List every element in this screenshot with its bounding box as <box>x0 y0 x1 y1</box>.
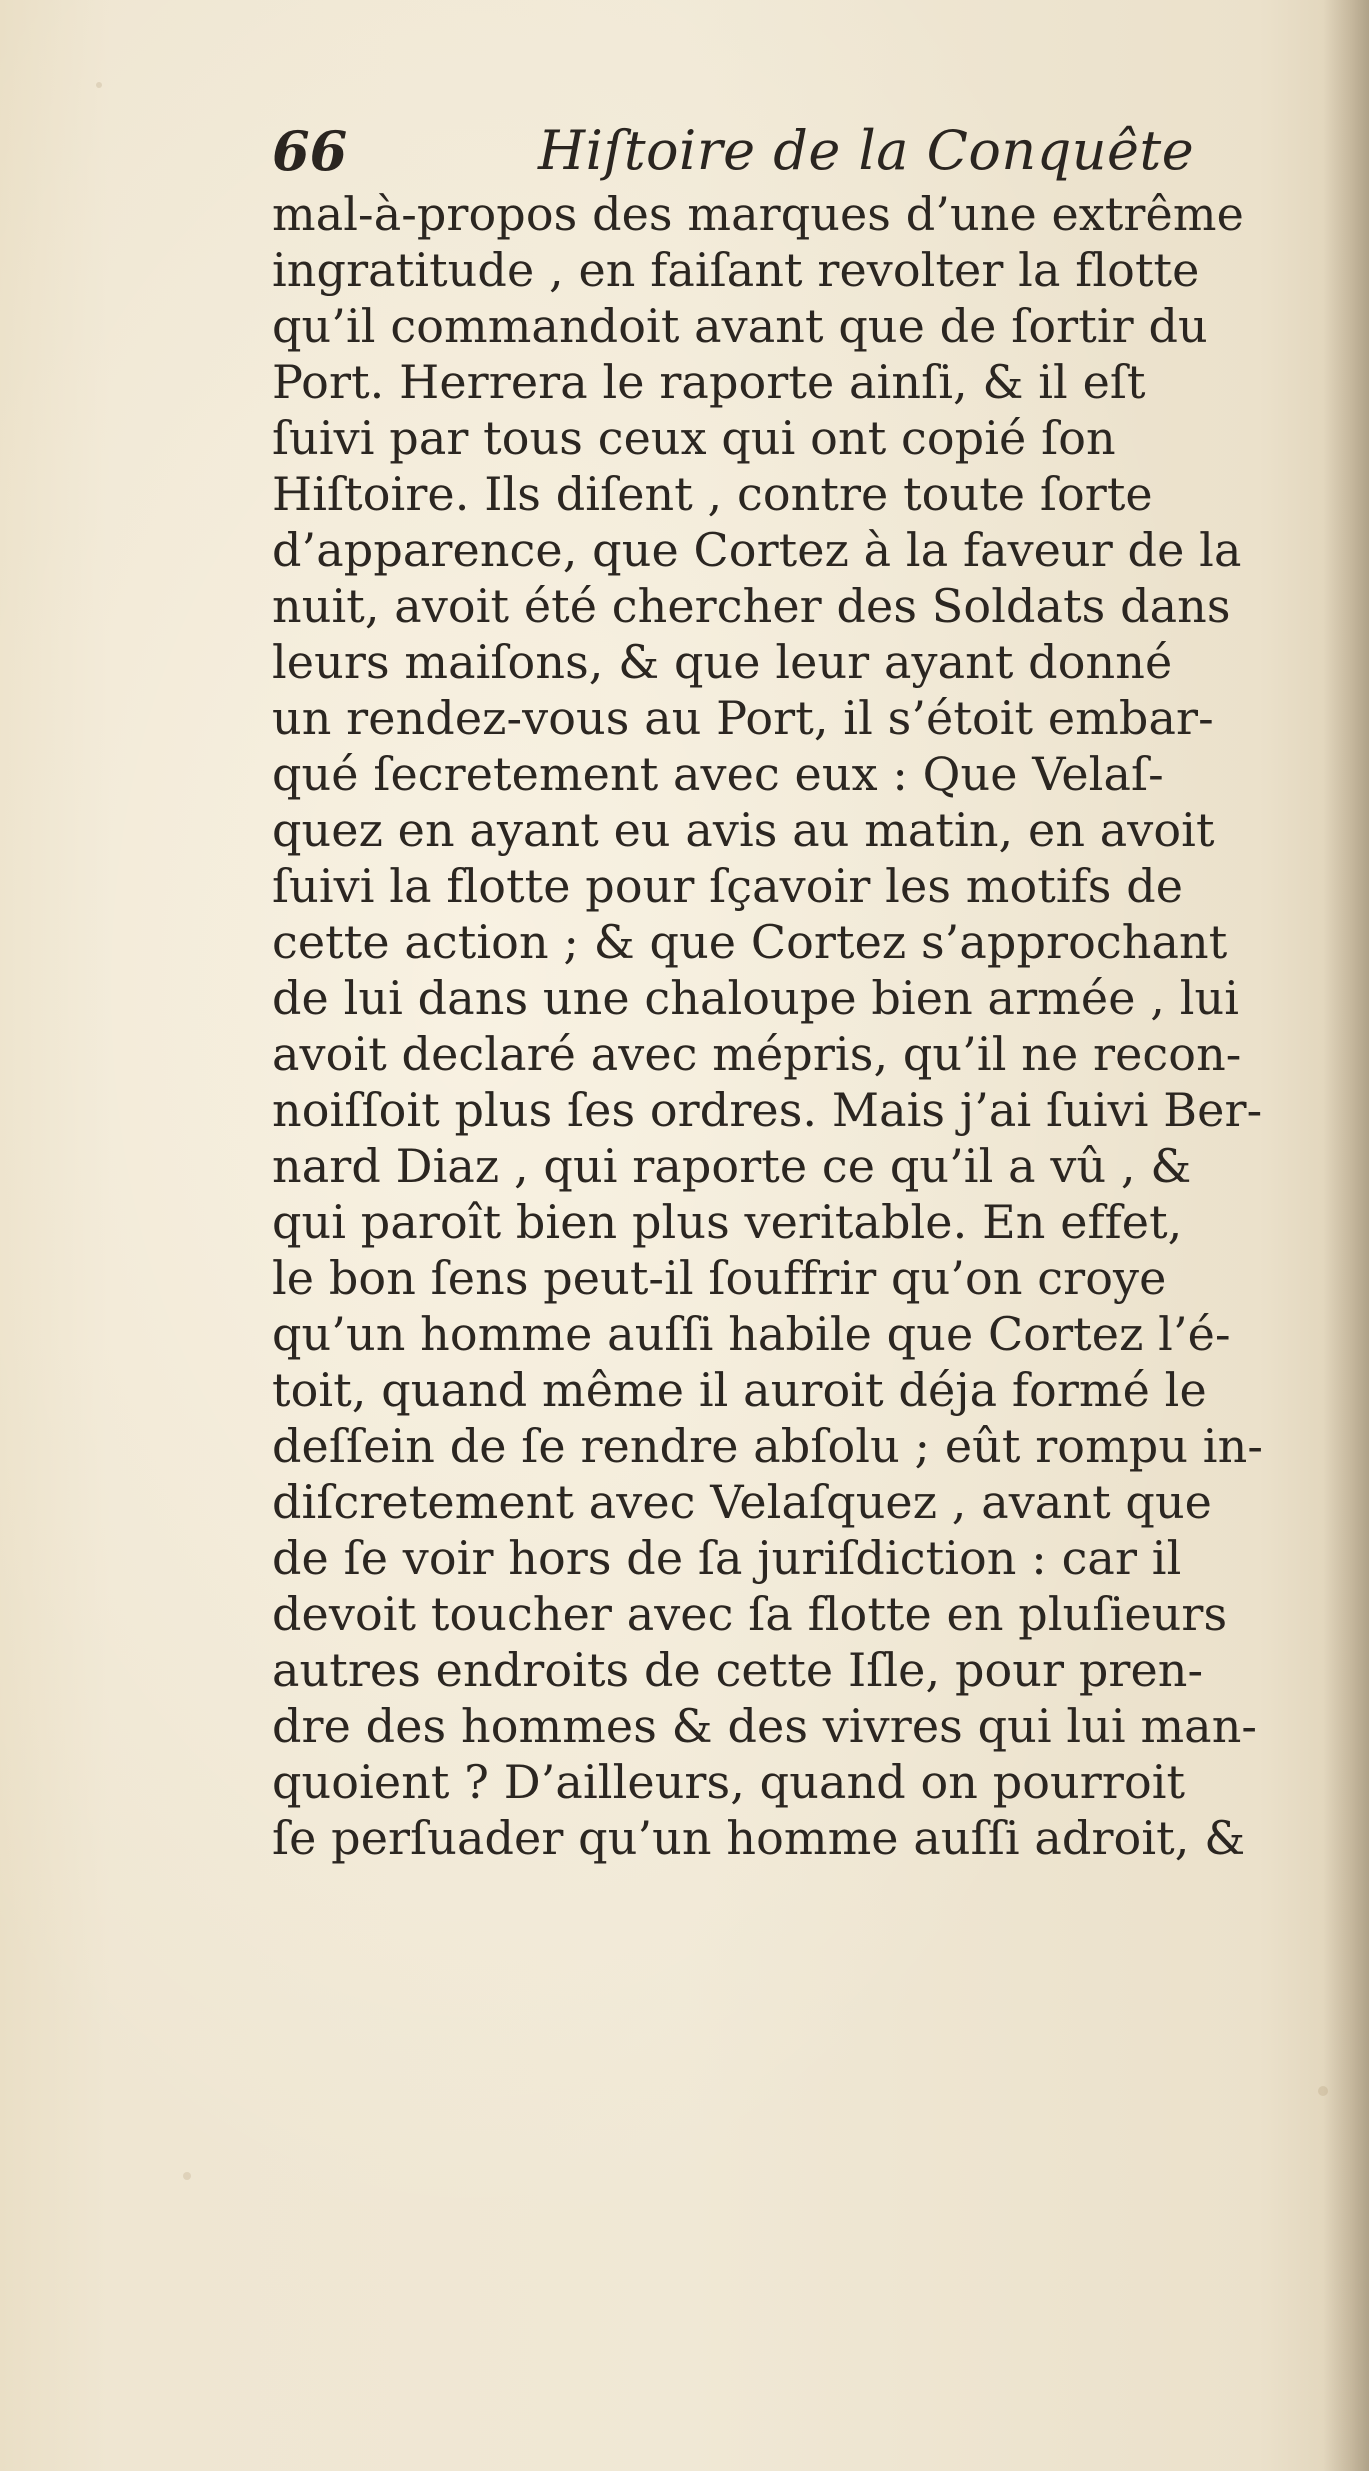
text-line: le bon ſens peut-il ſouffrir qu’on croye <box>272 1251 1167 1305</box>
text-line: qué ſecretement avec eux : Que Velaſ- <box>272 747 1164 801</box>
foxing-spot <box>183 2172 191 2180</box>
text-line: diſcretement avec Velaſquez , avant que <box>272 1475 1213 1529</box>
text-line: de ſe voir hors de ſa juriſdiction : car il <box>272 1531 1182 1585</box>
page-number: 66 <box>272 119 348 183</box>
text-line: ſuivi la flotte pour ſçavoir les motifs de <box>272 859 1184 913</box>
text-line: Port. Herrera le raporte ainſi, & il eſt <box>272 355 1146 409</box>
text-line: mal-à-propos des marques d’une extrême <box>272 187 1244 241</box>
text-line: ſe perſuader qu’un homme auſſi adroit, & <box>272 1811 1246 1865</box>
text-line: avoit declaré avec mépris, qu’il ne recon- <box>272 1027 1242 1081</box>
text-line: de lui dans une chaloupe bien armée , lui <box>272 971 1240 1025</box>
text-line: qu’un homme auſſi habile que Cortez l’é- <box>272 1307 1231 1361</box>
text-line: qu’il commandoit avant que de ſortir du <box>272 299 1208 353</box>
text-line: toit, quand même il auroit déja formé le <box>272 1363 1207 1417</box>
text-line: autres endroits de cette Iſle, pour pren- <box>272 1643 1204 1697</box>
running-title: Hiſtoire de la Conquête <box>538 119 1195 182</box>
running-head <box>270 112 1270 192</box>
text-line: dre des hommes & des vivres qui lui man- <box>272 1699 1258 1753</box>
text-line: deſſein de ſe rendre abſolu ; eût rompu in- <box>272 1419 1263 1473</box>
text-line: ingratitude , en faiſant revolter la flotte <box>272 243 1200 297</box>
text-line: quoient ? D’ailleurs, quand on pourroit <box>272 1755 1186 1809</box>
text-line: quez en ayant eu avis au matin, en avoit <box>272 803 1215 857</box>
text-line: devoit toucher avec ſa flotte en pluſieurs <box>272 1587 1228 1641</box>
foxing-spot <box>1318 2086 1328 2096</box>
text-line: Hiſtoire. Ils diſent , contre toute ſorte <box>272 467 1153 521</box>
body-text <box>272 186 1362 1866</box>
text-line: nuit, avoit été chercher des Soldats dans <box>272 579 1231 633</box>
text-line: nard Diaz , qui raporte ce qu’il a vû , & <box>272 1139 1192 1193</box>
foxing-spot <box>96 82 102 88</box>
text-line: qui paroît bien plus veritable. En effet, <box>272 1195 1183 1249</box>
text-line: ſuivi par tous ceux qui ont copié ſon <box>272 411 1116 465</box>
text-line: un rendez-vous au Port, il s’étoit embar- <box>272 691 1214 745</box>
text-line: leurs maiſons, & que leur ayant donné <box>272 635 1173 689</box>
text-line: noiſſoit plus ſes ordres. Mais j’ai ſuivi Ber- <box>272 1083 1263 1137</box>
text-line: d’apparence, que Cortez à la faveur de la <box>272 523 1242 577</box>
text-line: cette action ; & que Cortez s’approchant <box>272 915 1228 969</box>
